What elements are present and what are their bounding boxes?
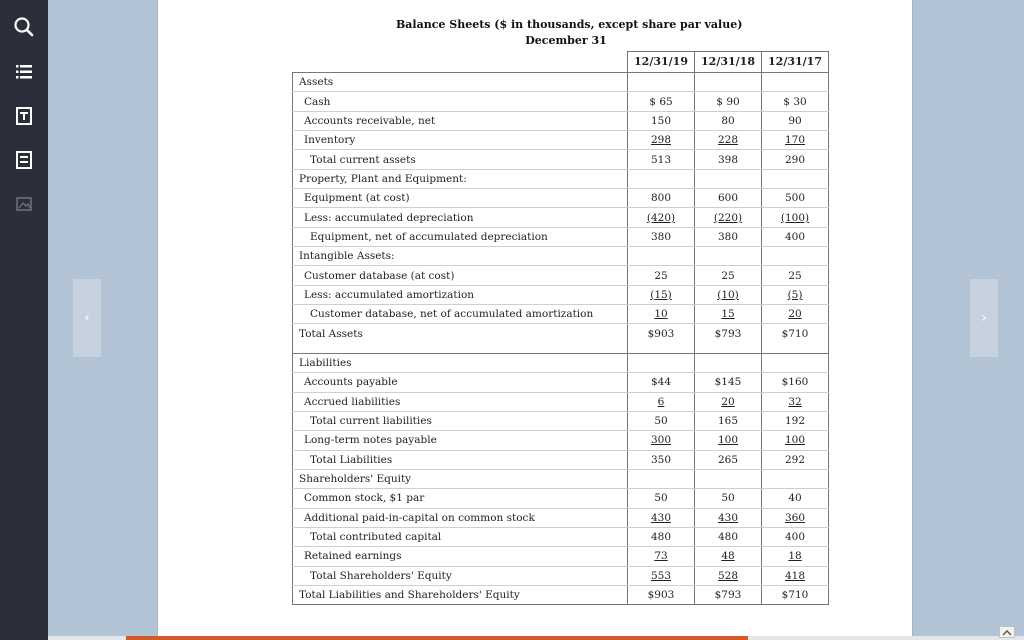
row-value <box>628 305 695 324</box>
value-text: $710 <box>781 589 809 602</box>
row-value <box>628 353 695 372</box>
table-row <box>293 489 829 508</box>
table-header-row <box>293 52 829 73</box>
row-value <box>762 169 829 188</box>
table-row <box>293 527 829 546</box>
row-label: Equipment (at cost) <box>293 189 628 208</box>
table-row <box>293 305 829 324</box>
row-value <box>628 469 695 488</box>
value-text: $ 65 <box>649 95 673 108</box>
row-value <box>628 111 695 130</box>
table-row <box>293 266 829 285</box>
table-row <box>293 227 829 246</box>
row-value <box>695 111 762 130</box>
value-text: 48 <box>721 550 735 563</box>
value-text: $903 <box>647 327 675 340</box>
row-label: Less: accumulated depreciation <box>293 208 628 227</box>
value-text: $793 <box>714 589 742 602</box>
row-value <box>762 392 829 411</box>
chevron-up-icon <box>1002 629 1012 636</box>
row-label: Total current liabilities <box>293 411 628 430</box>
value-text: $ 30 <box>783 95 807 108</box>
value-text: 170 <box>784 134 806 147</box>
value-text: 800 <box>650 192 672 205</box>
balance-sheet-table <box>292 51 829 605</box>
table-row <box>293 73 829 92</box>
row-label: Shareholders' Equity <box>293 469 628 488</box>
row-value <box>628 373 695 392</box>
value-text: 50 <box>654 492 668 505</box>
reading-progress-fill <box>126 636 748 640</box>
row-value <box>762 373 829 392</box>
row-value <box>695 585 762 604</box>
value-text: 298 <box>650 134 672 147</box>
row-value <box>695 208 762 227</box>
row-value <box>628 508 695 527</box>
row-value <box>628 392 695 411</box>
row-value <box>695 527 762 546</box>
row-value <box>628 527 695 546</box>
table-row <box>293 92 829 111</box>
value-text: 350 <box>650 453 672 466</box>
row-value <box>695 189 762 208</box>
value-text: 6 <box>657 395 665 408</box>
value-text: $710 <box>781 327 809 340</box>
row-value <box>695 411 762 430</box>
row-value <box>695 373 762 392</box>
row-value <box>628 547 695 566</box>
row-value <box>628 131 695 150</box>
value-text: (100) <box>780 211 810 224</box>
value-text: 480 <box>717 531 739 544</box>
value-text: 513 <box>650 153 672 166</box>
row-value <box>628 169 695 188</box>
title-line-2: December 31 <box>525 34 607 47</box>
row-label: Total Liabilities and Shareholders' Equity <box>293 585 628 604</box>
value-text: 15 <box>721 308 735 321</box>
row-label: Inventory <box>293 131 628 150</box>
table-row <box>293 111 829 130</box>
row-value <box>762 353 829 372</box>
table-row <box>293 169 829 188</box>
row-value <box>762 208 829 227</box>
gap-cell <box>293 343 628 354</box>
row-label: Cash <box>293 92 628 111</box>
value-text: 265 <box>717 453 739 466</box>
row-value <box>762 585 829 604</box>
row-value <box>628 489 695 508</box>
gap-cell <box>695 343 762 354</box>
row-value <box>695 469 762 488</box>
header-blank <box>293 52 628 73</box>
row-value <box>762 305 829 324</box>
table-row <box>293 131 829 150</box>
column-header: 12/31/18 <box>695 52 762 73</box>
row-label: Assets <box>293 73 628 92</box>
value-text: 380 <box>717 230 739 243</box>
row-label: Total Assets <box>293 324 628 343</box>
value-text: 150 <box>650 114 672 127</box>
viewer-sidebar <box>0 0 48 640</box>
row-label: Total Liabilities <box>293 450 628 469</box>
row-value <box>762 266 829 285</box>
value-text: 18 <box>788 550 802 563</box>
value-text: $793 <box>714 327 742 340</box>
column-header: 12/31/19 <box>628 52 695 73</box>
value-text: $160 <box>781 376 809 389</box>
row-label: Customer database, net of accumulated amortization <box>293 305 628 324</box>
value-text: 165 <box>717 415 739 428</box>
row-value <box>628 208 695 227</box>
value-text: (10) <box>717 288 739 301</box>
row-value <box>762 527 829 546</box>
row-value <box>695 566 762 585</box>
row-label: Customer database (at cost) <box>293 266 628 285</box>
row-value <box>628 411 695 430</box>
value-text: (220) <box>713 211 743 224</box>
table-row <box>293 208 829 227</box>
table-row <box>293 508 829 527</box>
row-value <box>762 508 829 527</box>
value-text: 50 <box>654 415 668 428</box>
row-value <box>628 266 695 285</box>
value-text: 32 <box>788 395 802 408</box>
row-value <box>695 73 762 92</box>
row-value <box>762 73 829 92</box>
gap-cell <box>762 343 829 354</box>
row-label: Common stock, $1 par <box>293 489 628 508</box>
page-icon[interactable] <box>10 102 38 130</box>
value-text: 360 <box>784 511 806 524</box>
image-icon[interactable] <box>10 190 38 218</box>
value-text: 80 <box>721 114 735 127</box>
row-value <box>628 450 695 469</box>
value-text: 500 <box>784 192 806 205</box>
table-row <box>293 373 829 392</box>
chevron-right-icon: › <box>981 310 987 326</box>
row-value <box>695 150 762 169</box>
row-value <box>628 431 695 450</box>
table-row <box>293 353 829 372</box>
value-text: 430 <box>650 511 672 524</box>
value-text: 73 <box>654 550 668 563</box>
row-value <box>762 92 829 111</box>
value-text: 90 <box>788 114 802 127</box>
row-value <box>695 305 762 324</box>
bookmark-icon[interactable] <box>10 146 38 174</box>
row-value <box>628 227 695 246</box>
row-label: Total current assets <box>293 150 628 169</box>
table-row <box>293 392 829 411</box>
row-value <box>695 547 762 566</box>
row-value <box>762 489 829 508</box>
value-text: 25 <box>721 269 735 282</box>
value-text: (15) <box>650 288 672 301</box>
search-icon[interactable] <box>10 13 38 41</box>
table-row <box>293 585 829 604</box>
row-value <box>762 285 829 304</box>
value-text: (5) <box>787 288 803 301</box>
table-row <box>293 189 829 208</box>
row-value <box>695 92 762 111</box>
value-text: 20 <box>721 395 735 408</box>
value-text: 290 <box>784 153 806 166</box>
table-row <box>293 150 829 169</box>
row-value <box>762 469 829 488</box>
value-text: 553 <box>650 569 672 582</box>
row-value <box>695 285 762 304</box>
table-row <box>293 469 829 488</box>
value-text: 50 <box>721 492 735 505</box>
row-value <box>762 111 829 130</box>
value-text: 430 <box>717 511 739 524</box>
row-value <box>628 150 695 169</box>
column-header: 12/31/17 <box>762 52 829 73</box>
value-text: 20 <box>788 308 802 321</box>
row-value <box>628 285 695 304</box>
value-text: 228 <box>717 134 739 147</box>
row-value <box>762 450 829 469</box>
value-text: 480 <box>650 531 672 544</box>
row-value <box>762 247 829 266</box>
row-value <box>695 324 762 343</box>
value-text: 292 <box>784 453 806 466</box>
value-text: $ 90 <box>716 95 740 108</box>
row-value <box>762 150 829 169</box>
table-row <box>293 411 829 430</box>
row-value <box>628 566 695 585</box>
row-value <box>762 547 829 566</box>
table-row <box>293 566 829 585</box>
table-row <box>293 431 829 450</box>
row-value <box>762 131 829 150</box>
value-text: 40 <box>788 492 802 505</box>
row-value <box>695 247 762 266</box>
value-text: 600 <box>717 192 739 205</box>
table-row <box>293 324 829 343</box>
row-value <box>628 585 695 604</box>
value-text: 380 <box>650 230 672 243</box>
row-label: Property, Plant and Equipment: <box>293 169 628 188</box>
row-value <box>695 431 762 450</box>
row-value <box>762 189 829 208</box>
value-text: $145 <box>714 376 742 389</box>
row-label: Less: accumulated amortization <box>293 285 628 304</box>
row-value <box>695 353 762 372</box>
row-label: Additional paid-in-capital on common stock <box>293 508 628 527</box>
row-value <box>628 189 695 208</box>
value-text: $903 <box>647 589 675 602</box>
scroll-to-top-button[interactable] <box>999 626 1015 638</box>
gap-cell <box>628 343 695 354</box>
row-value <box>695 450 762 469</box>
row-value <box>762 411 829 430</box>
row-label: Accounts payable <box>293 373 628 392</box>
section-gap <box>293 343 829 354</box>
row-label: Retained earnings <box>293 547 628 566</box>
row-value <box>628 73 695 92</box>
row-value <box>695 169 762 188</box>
row-label: Total contributed capital <box>293 527 628 546</box>
row-value <box>628 247 695 266</box>
value-text: 300 <box>650 434 672 447</box>
row-value <box>762 324 829 343</box>
row-value <box>762 431 829 450</box>
value-text: 100 <box>717 434 739 447</box>
row-value <box>628 324 695 343</box>
table-row <box>293 285 829 304</box>
row-value <box>695 131 762 150</box>
prev-page-button[interactable] <box>73 279 101 357</box>
value-text: 418 <box>784 569 806 582</box>
value-text: 192 <box>784 415 806 428</box>
row-label: Equipment, net of accumulated depreciation <box>293 227 628 246</box>
table-row <box>293 247 829 266</box>
value-text: 400 <box>784 531 806 544</box>
table-row <box>293 547 829 566</box>
row-value <box>628 92 695 111</box>
row-value <box>762 566 829 585</box>
value-text: 398 <box>717 153 739 166</box>
chevron-left-icon: ‹ <box>84 310 90 326</box>
row-value <box>695 392 762 411</box>
row-label: Total Shareholders' Equity <box>293 566 628 585</box>
document-title <box>396 17 743 49</box>
row-label: Liabilities <box>293 353 628 372</box>
title-line-1: Balance Sheets ($ in thousands, except share par value) <box>396 18 743 31</box>
row-label: Intangible Assets: <box>293 247 628 266</box>
table-row <box>293 450 829 469</box>
next-page-button[interactable] <box>970 279 998 357</box>
row-label: Accounts receivable, net <box>293 111 628 130</box>
row-value <box>695 227 762 246</box>
list-icon[interactable] <box>10 58 38 86</box>
value-text: $44 <box>650 376 672 389</box>
row-value <box>762 227 829 246</box>
value-text: 25 <box>788 269 802 282</box>
value-text: 25 <box>654 269 668 282</box>
row-value <box>695 266 762 285</box>
value-text: 10 <box>654 308 668 321</box>
value-text: 528 <box>717 569 739 582</box>
row-value <box>695 489 762 508</box>
row-label: Accrued liabilities <box>293 392 628 411</box>
row-value <box>695 508 762 527</box>
value-text: (420) <box>646 211 676 224</box>
value-text: 100 <box>784 434 806 447</box>
value-text: 400 <box>784 230 806 243</box>
row-label: Long-term notes payable <box>293 431 628 450</box>
